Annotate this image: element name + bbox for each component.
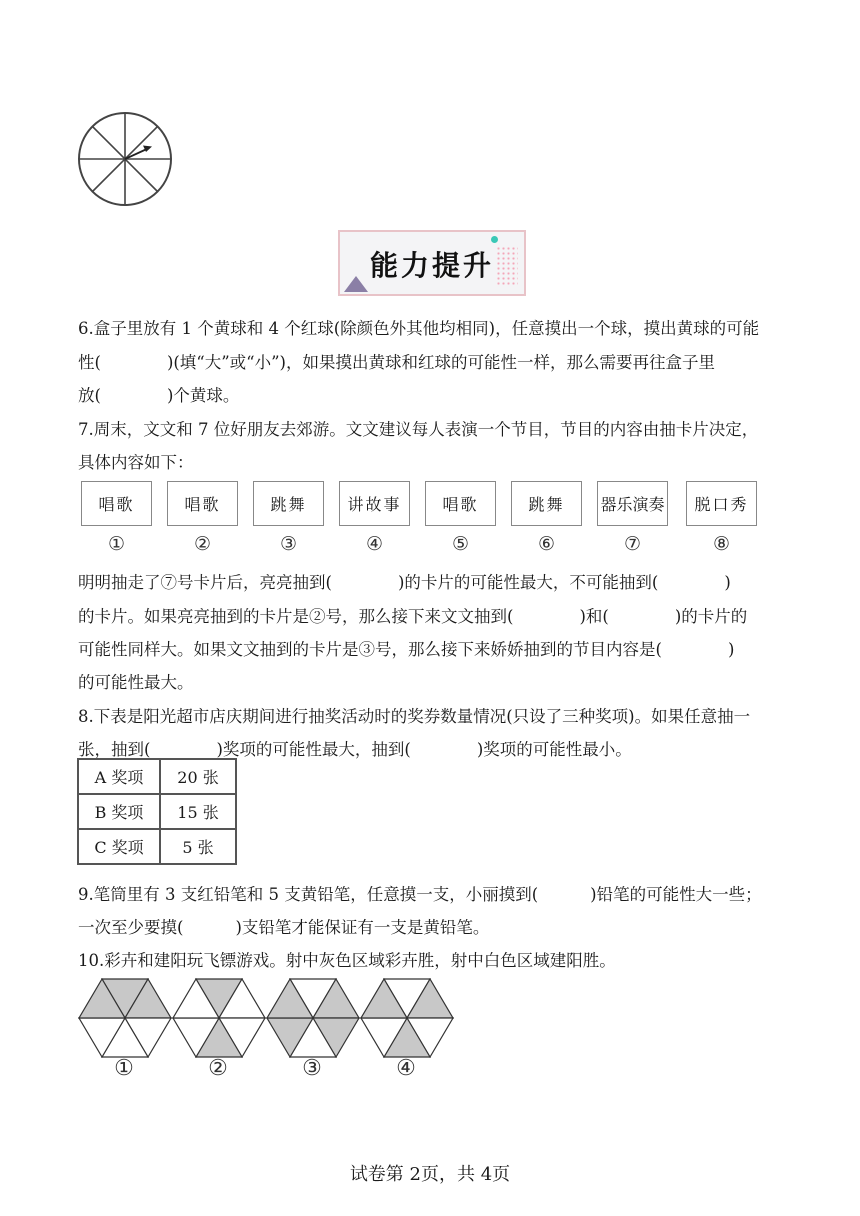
prize-name-cell: C 奖项 [78,829,160,864]
program-card [511,481,582,526]
q9-line1 [78,884,798,906]
program-card [167,481,238,526]
q6-line1: 6.盒子里放有 1 个黄球和 4 个红球(除颜色外其他均相同)，任意摸出一个球，摸出黄球的可能 [78,319,760,338]
card-label: 跳舞 [528,495,565,514]
q7-p3-a: 可能性同样大。如果文文抽到的卡片是③号，那么接下来娇娇抽到的节目内容是( [78,640,662,659]
card-number: ⑥ [537,533,556,555]
q6-line3-a: 放( [78,386,101,405]
q7-line1: 7.周末，文文和 7 位好朋友去郊游。文文建议每人表演一个节目，节目的内容由抽卡片决定， [78,420,759,439]
q7-para3 [78,639,798,661]
spinner-wheel-icon [76,110,176,210]
program-card [339,481,410,526]
prize-count-cell: 5 张 [160,829,236,864]
q9-line2-a: 一次至少要摸( [78,918,184,937]
prize-name-cell: A 奖项 [78,759,160,794]
q7-p2-a: 的卡片。如果亮亮抽到的卡片是②号，那么接下来文文抽到( [78,607,514,626]
card-number: ⑧ [712,533,731,555]
program-card [253,481,324,526]
banner-title: 能力提升 [369,249,494,282]
dartboard-hexagon-2 [172,978,266,1058]
q7-p1-a: 明明抽走了⑦号卡片后，亮亮抽到( [78,573,332,592]
prize-count-cell: 15 张 [160,794,236,829]
q6-line2-a: 性( [78,353,101,372]
prize-name-cell: B 奖项 [78,794,160,829]
card-label: 讲故事 [347,495,402,514]
prize-table [77,758,237,865]
card-label: 跳舞 [270,495,307,514]
q7-line2: 具体内容如下： [78,453,194,472]
program-card [597,481,668,526]
card-number: ③ [279,533,298,555]
q8-line2-b: )奖项的可能性最大，抽到( [216,740,411,759]
q6-line2 [78,352,798,374]
q9-line1-a: 9.笔筒里有 3 支红铅笔和 5 支黄铅笔，任意摸一支，小丽摸到( [78,885,539,904]
card-label: 脱口秀 [694,495,749,514]
dartboard-hexagon-4 [360,978,454,1058]
card-label: 唱歌 [442,495,479,514]
q7-p3-b: ) [727,640,735,659]
hexagon-number: ③ [302,1056,322,1081]
q6-line2-b: )(填“大”或“小”)，如果摸出黄球和红球的可能性一样，那么需要再往盒子里 [166,353,715,372]
card-number: ① [107,533,126,555]
q8-line2-c: )奖项的可能性最小。 [476,740,632,759]
q7-para2 [78,606,798,628]
program-card [425,481,496,526]
prize-count-cell: 20 张 [160,759,236,794]
dartboard-hexagon-1 [78,978,172,1058]
q8-line2-a: 张，抽到( [78,740,151,759]
ability-banner [338,230,526,296]
q10-line1: 10.彩卉和建阳玩飞镖游戏。射中灰色区域彩卉胜，射中白色区域建阳胜。 [78,951,616,970]
card-label: 器乐演奏 [600,495,665,514]
q7-p2-c: )的卡片的 [674,607,748,626]
q7-para1 [78,572,798,594]
q7-p1-c: ) [724,573,731,592]
table-row [78,759,236,794]
hexagon-number: ① [114,1056,134,1081]
q9-line2 [78,917,798,939]
q7-para4: 的可能性最大。 [78,673,194,692]
q8-line1: 8.下表是阳光超市店庆期间进行抽奖活动时的奖券数量情况(只设了三种奖项)。如果任意抽一 [78,707,751,726]
q9-line1-b: )铅笔的可能性大一些； [590,885,762,904]
q6-line3 [78,385,798,407]
page-footer: 试卷第 2页，共 4页 [349,1164,511,1185]
program-card [81,481,152,526]
card-number: ④ [365,533,384,555]
hexagon-number: ② [208,1056,228,1081]
q7-p1-b: )的卡片的可能性最大，不可能抽到( [397,573,659,592]
card-number: ② [193,533,212,555]
hexagon-number: ④ [396,1056,416,1081]
program-card [686,481,757,526]
card-number: ⑦ [623,533,642,555]
teal-dot-decoration [491,236,498,243]
q9-line2-b: )支铅笔才能保证有一支是黄铅笔。 [235,918,490,937]
q7-p2-b: )和( [579,607,609,626]
table-row [78,794,236,829]
card-number: ⑤ [451,533,470,555]
card-label: 唱歌 [98,495,135,514]
dartboard-hexagon-3 [266,978,360,1058]
card-label: 唱歌 [184,495,221,514]
q6-line3-b: )个黄球。 [166,386,240,405]
table-row [78,829,236,864]
